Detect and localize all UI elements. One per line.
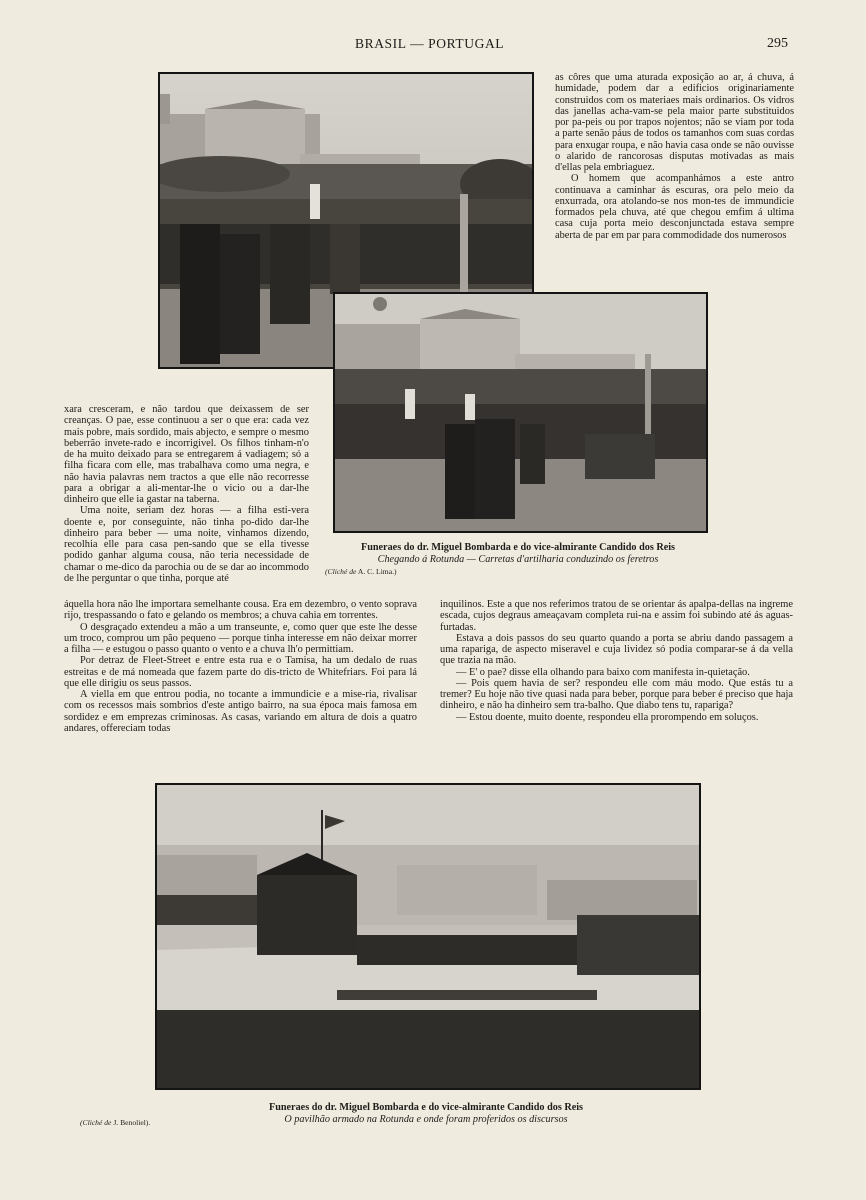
paragraph: Uma noite, seriam dez horas — a filha esti-vera doente e, por conseguinte, não tinha po-dido dar-lhe dinheiro para beber — uma noite, vinhamos dizendo, recolhia elle para casa pen-sando que se ella tivesse podido ganhar alguma cousa, não teria necessidade de chamar o me-dico da parochia ou de se dar ao incommodo de lhe perguntar o que tinha, porque até [64, 505, 309, 584]
credit-prefix: (Cliché de [80, 1118, 112, 1127]
caption-top-title: Funeraes do dr. Miguel Bombarda e do vice-almirante Candido dos Reis [360, 542, 676, 553]
paragraph: — E' o pae? disse ella olhando para baixo com manifesta in-quietação. [456, 666, 750, 678]
paragraph: Estava a dois passos do seu quarto quando a porta se abriu dando passagem a uma rapariga, de aspecto miseravel e cuja lividez só podia comparar-se á da vella que trazia na mão. [440, 632, 793, 667]
page-number: 295 [767, 36, 788, 51]
article-text-left-middle [64, 404, 309, 584]
paragraph: O homem que acompanhámos a este antro continuava a caminhar ás escuras, ora pelo meio da enxurrada, ora atolando-se nos mon-tes de immundicie formados pela chuva, até que chegou emfim á ultima casa cuja porta meio desconjunctada estava sempre aberta de par em par para commodidade dos numerosos [555, 173, 794, 241]
paragraph: — Pois quem havia de ser? respondeu elle com máu modo. Que estás tu a tremer? Eu hoje não tive quasi nada para beber, porque para beber é preciso que haja dinheiro, e não ha dinheiro sem tra-balho. Que diabo tens tu, rapariga? [440, 677, 793, 712]
caption-top [318, 541, 718, 566]
photo-credit-bottom [80, 1118, 150, 1127]
article-text-right-bottom [440, 599, 793, 723]
paragraph: as côres que uma aturada exposição ao ar, á chuva, á humidade, podem dar a edificios originariamente construidos com os materiaes mais ordinarios. Os vidros das janellas acha-vam-se pela maior parte substituidos por pa-peis ou por trapos nojentos; não se viam por toda a parte senão páus de todos os tamanhos com suas cordas para enxugar roupa, e não havia casa onde se não ouvisse o alarido de rancorosas disputas motivadas as mais d'ellas pela embriaguez. [555, 72, 794, 173]
caption-bottom-title: Funeraes do dr. Miguel Bombarda e do vice-almirante Candido dos Reis [268, 1102, 584, 1113]
caption-bottom-subtitle: O pavilhão armado na Rotunda e onde foram proferidos os discursos [284, 1114, 568, 1125]
paragraph: xara cresceram, e não tardou que deixassem de ser creanças. O pae, esse continuou a ser o que era: cada vez mais pobre, mais sordido, mais abjecto, e sempre o mesmo beberrão invete-rado e incorrigivel. Os filhos tinham-n'o de ha muito deixado para se entregarem á vadiagem; só a filha ficara com elle, mas trabalhava como uma negra, e não havia palavras nem tractos a que elle não recorresse para a obrigar a ali-mentar-lhe o vicio ou a dar-lhe dinheiro que elle ia gastar na taberna. [64, 404, 309, 505]
photo-pavilion-rotunda [155, 783, 701, 1090]
paragraph: Por detraz de Fleet-Street e entre esta rua e o Tamisa, ha um dedalo de ruas estreitas e de má nomeada que fazem parte do dis-tricto de Whitefriars. Foi para lá que elle dirigiu os seus passos. [64, 655, 417, 689]
paragraph: O desgraçado extendeu a mão a um transeunte, e, como quer que este lhe desse um troco, comprou um pão pequeno — porque tinha interesse em não deixar morrer a filha — e estugou o passo quanto o vento e a chuva lh'o permittiam. [64, 621, 417, 655]
paragraph: A viella em que entrou podia, no tocante a immundicie e a mise-ria, rivalisar com os recessos mais sombrios d'este antigo bairro, na sua época mais famosa em sordidez e em emprezas criminosas. As casas, variando em altura de dois a quatro andares, offereciam todas [64, 689, 417, 734]
running-title: BRASIL — PORTUGAL [355, 36, 505, 51]
photo-cavalry-rotunda-image [335, 294, 706, 531]
photo-credit-top [325, 567, 397, 576]
credit-name: J. Benoliel). [113, 1118, 151, 1127]
caption-top-subtitle: Chegando á Rotunda — Carretas d'artilharia conduzindo os feretros [377, 554, 659, 565]
caption-bottom [226, 1101, 626, 1126]
paragraph: — Estou doente, muito doente, respondeu ella prorompendo em soluços. [456, 711, 759, 723]
article-text-right-top [555, 72, 794, 241]
photo-pavilion-rotunda-image [157, 785, 699, 1088]
paragraph: inquilinos. Este a que nos referimos tratou de se orientar ás apalpa-dellas na ingreme escada, cujos degraus ameaçavam completa rui-na e assim foi subindo até ás aguas-furtadas. [440, 599, 793, 633]
credit-prefix: (Cliché de [325, 567, 357, 576]
running-head [0, 36, 866, 54]
credit-name: A. C. Lima.) [357, 567, 397, 576]
photo-cavalry-rotunda [333, 292, 708, 533]
paragraph: áquella hora não lhe importara semelhante cousa. Era em dezembro, o vento soprava rijo, trespassando o fato e gelando os membros; a chuva cahia em torrentes. [64, 599, 417, 622]
article-text-left-bottom [64, 599, 417, 734]
